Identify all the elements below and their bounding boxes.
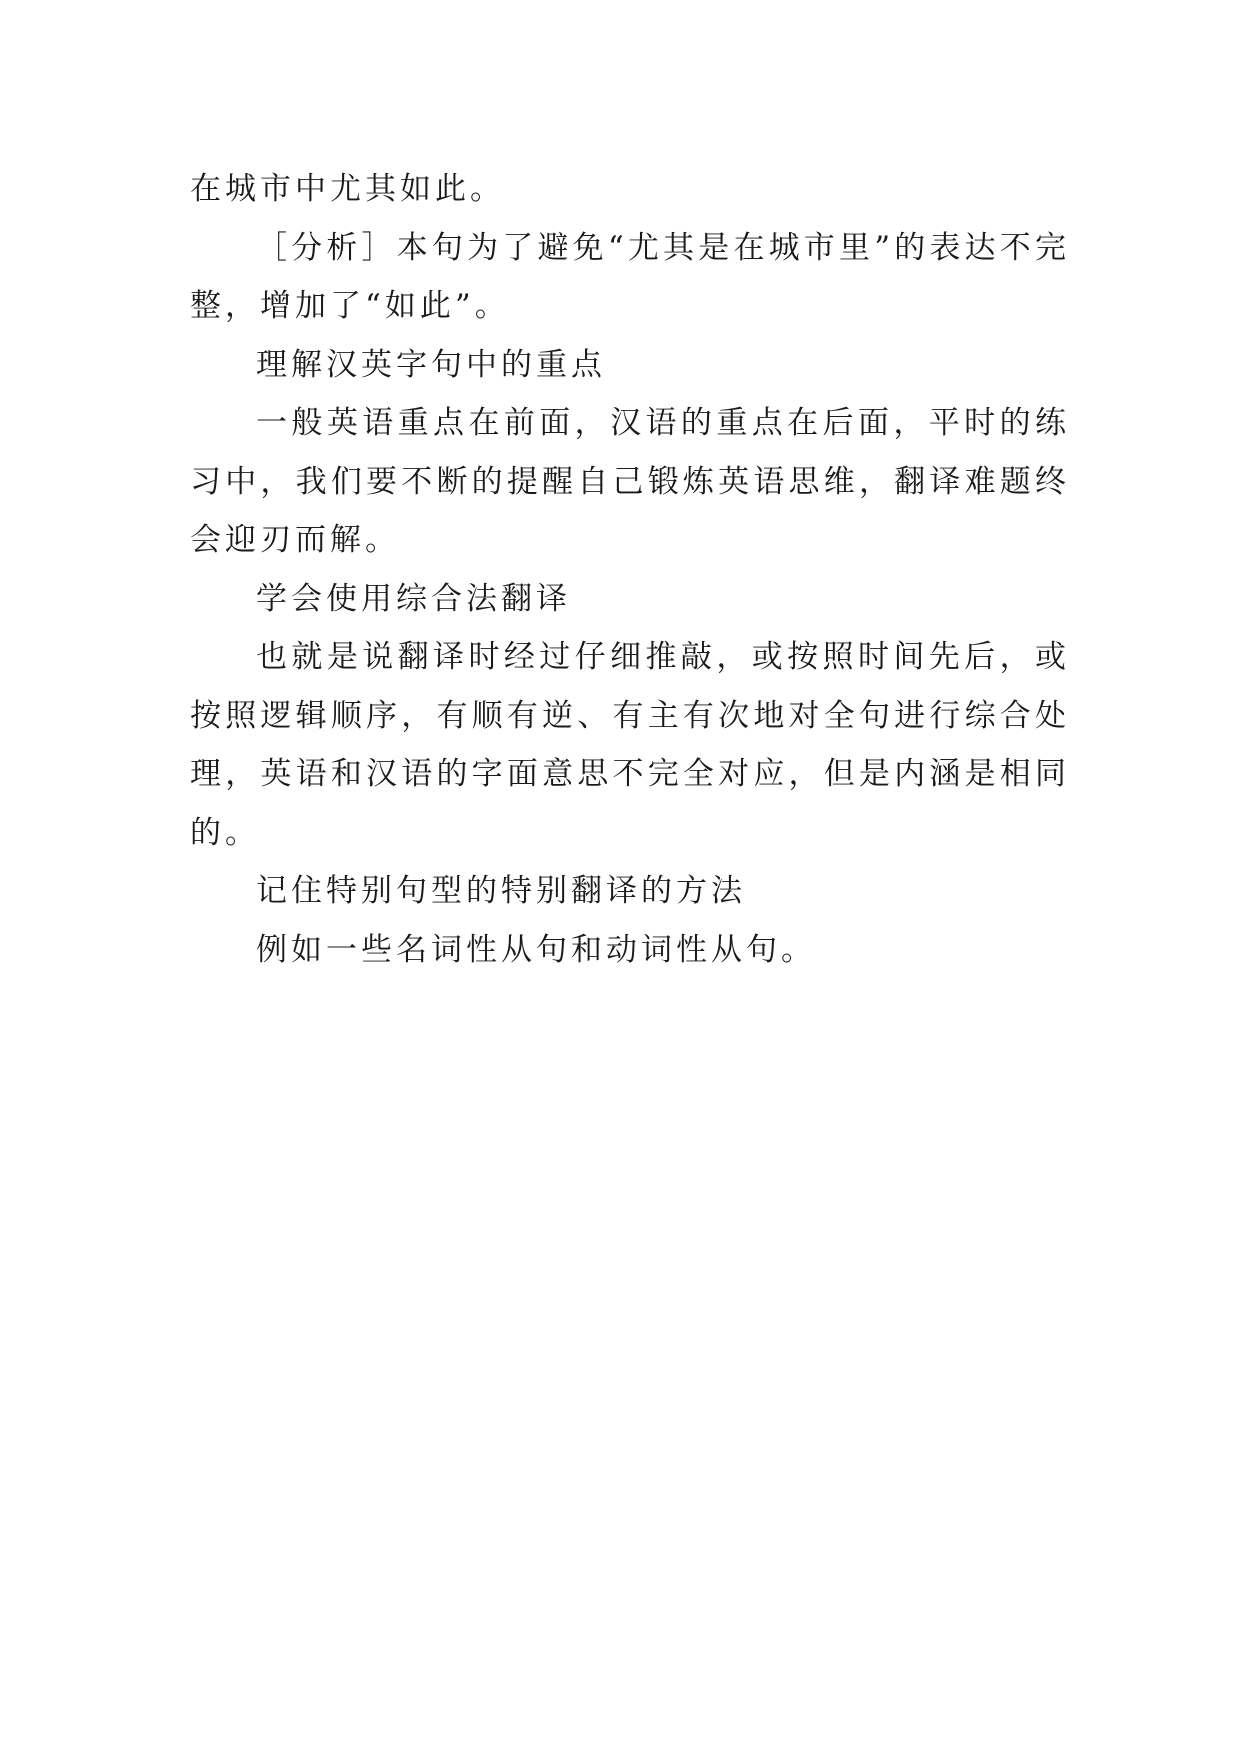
paragraph-continuation: 在城市中尤其如此。: [190, 171, 505, 207]
document-body: [190, 160, 1070, 979]
heading-special-patterns: 记住特别句型的特别翻译的方法: [256, 873, 746, 909]
paragraph-special-patterns-example: 例如一些名词性从句和动词性从句。: [256, 931, 816, 968]
paragraph-focus-explanation: 一般英语重点在前面，汉语的重点在后面，平时的练习中，我们要不断的提醒自己锻炼英语思维，翻译难题终会迎刃而解。: [190, 405, 1070, 558]
heading-synthesis-method: 学会使用综合法翻译: [256, 580, 571, 617]
heading-understand-focus: 理解汉英字句中的重点: [256, 346, 606, 383]
paragraph-synthesis-explanation: 也就是说翻译时经过仔细推敲，或按照时间先后，或按照逻辑顺序，有顺有逆、有主有次地对全句进行综合处理，英语和汉语的字面意思不完全对应，但是内涵是相同的。: [190, 639, 1070, 851]
paragraph-analysis: ［分析］本句为了避免“尤其是在城市里”的表达不完整，增加了“如此”。: [190, 229, 1070, 324]
